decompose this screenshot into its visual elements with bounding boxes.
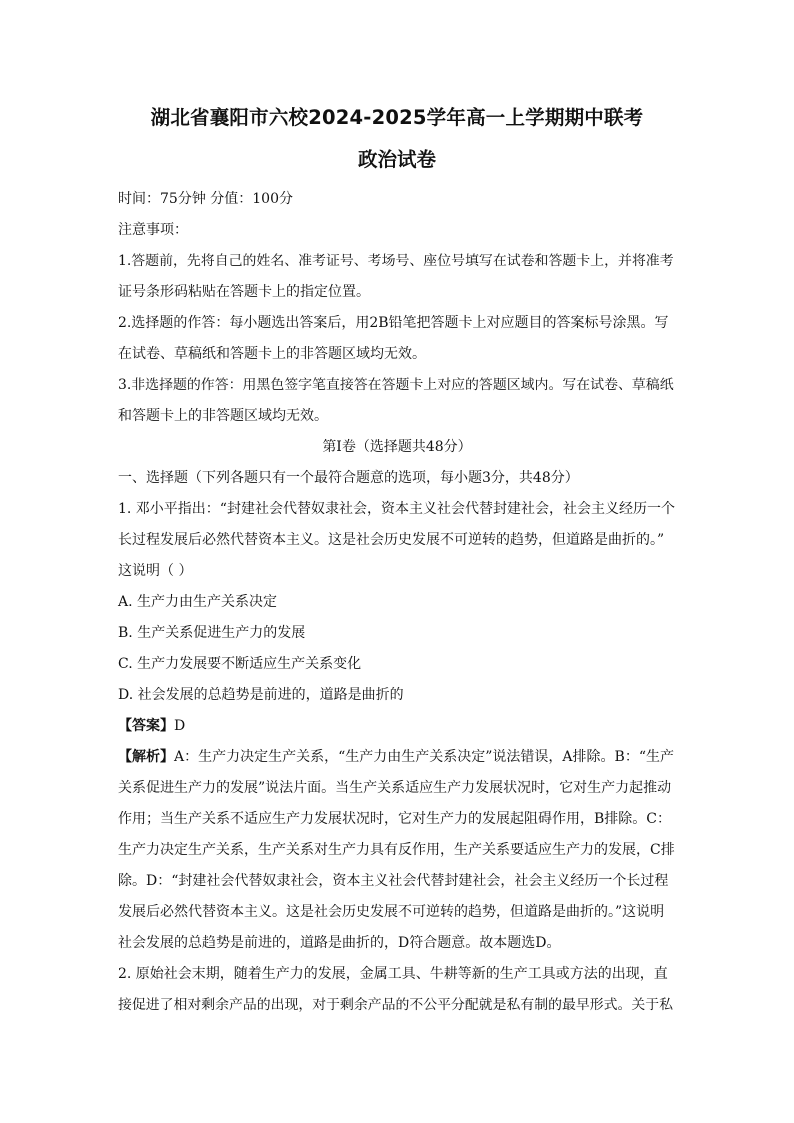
analysis-line-2: 关系促进生产力的发展”说法片面。当生产关系适应生产力发展状况时，它对生产力起推动	[118, 780, 672, 796]
notice-label: 注意事项：	[118, 222, 188, 238]
question-2-stem-line-2: 接促进了相对剩余产品的出现，对于剩余产品的不公平分配就是私有制的最早形式。关于私	[118, 997, 674, 1013]
question-1	[118, 494, 676, 959]
notice-1-line-2: 证号条形码粘贴在答题卡上的指定位置。	[118, 284, 370, 300]
answer-line	[118, 711, 676, 742]
question-1-stem-line-2: 长过程发展后必然代替资本主义。这是社会历史发展不可逆转的趋势，但道路是曲折的。”	[118, 532, 665, 548]
notice-2-line-1: 2.选择题的作答：每小题选出答案后，用2B铅笔把答题卡上对应题目的答案标号涂黑。写	[118, 315, 669, 331]
option-d: D. 社会发展的总趋势是前进的，道路是曲折的	[118, 687, 404, 703]
option-b: B. 生产关系促进生产力的发展	[118, 625, 306, 641]
analysis-label: 【解析】	[118, 749, 174, 765]
analysis-line-1	[118, 742, 676, 773]
question-1-stem-line-1: 1. 邓小平指出：“封建社会代替奴隶社会，资本主义社会代替封建社会，社会主义经历一个	[118, 501, 675, 517]
volume-heading: 第Ⅰ卷（选择题共48分）	[322, 439, 472, 455]
section-heading: 一、选择题（下列各题只有一个最符合题意的选项，每小题3分，共48分）	[118, 470, 579, 486]
notice-2-line-2: 在试卷、草稿纸和答题卡上的非答题区域均无效。	[118, 346, 426, 362]
analysis-line-7: 社会发展的总趋势是前进的，道路是曲折的，D符合题意。故本题选D。	[118, 935, 561, 951]
question-1-stem-line-3: 这说明（ ）	[118, 563, 193, 579]
notice-3-line-1: 3.非选择题的作答：用黑色签字笔直接答在答题卡上对应的答题区域内。写在试卷、草稿纸	[118, 377, 674, 393]
document-title: 湖北省襄阳市六校2024-2025学年高一上学期期中联考	[150, 106, 644, 129]
option-a: A. 生产力由生产关系决定	[118, 594, 278, 610]
answer-value: D	[174, 718, 186, 734]
notice-3-line-2: 和答题卡上的非答题区域均无效。	[118, 408, 328, 424]
analysis-text-1: A：生产力决定生产关系，“生产力由生产关系决定”说法错误，A排除。B：“生产	[174, 749, 674, 765]
analysis-line-3: 作用；当生产关系不适应生产力发展状况时，它对生产力的发展起阻碍作用，B排除。C：	[118, 811, 671, 827]
question-2-stem-line-1: 2. 原始社会末期，随着生产力的发展，金属工具、牛耕等新的生产工具或方法的出现，直	[118, 966, 668, 982]
notice-1-line-1: 1.答题前，先将自己的姓名、准考证号、考场号、座位号填写在试卷和答题卡上，并将准考	[118, 253, 674, 269]
option-c: C. 生产力发展要不断适应生产关系变化	[118, 656, 362, 672]
analysis-line-5: 除。D：“封建社会代替奴隶社会，资本主义社会代替封建社会，社会主义经历一个长过程	[118, 873, 669, 889]
question-2	[118, 959, 676, 1021]
answer-label: 【答案】	[118, 718, 174, 734]
time-score-line: 时间：75分钟 分值：100分	[118, 191, 293, 207]
analysis-line-6: 发展后必然代替资本主义。这是社会历史发展不可逆转的趋势，但道路是曲折的。”这说明	[118, 904, 665, 920]
analysis-line-4: 生产力决定生产关系，生产关系对生产力具有反作用，生产关系要适应生产力的发展，C排	[118, 842, 675, 858]
document-subtitle: 政治试卷	[357, 148, 436, 171]
